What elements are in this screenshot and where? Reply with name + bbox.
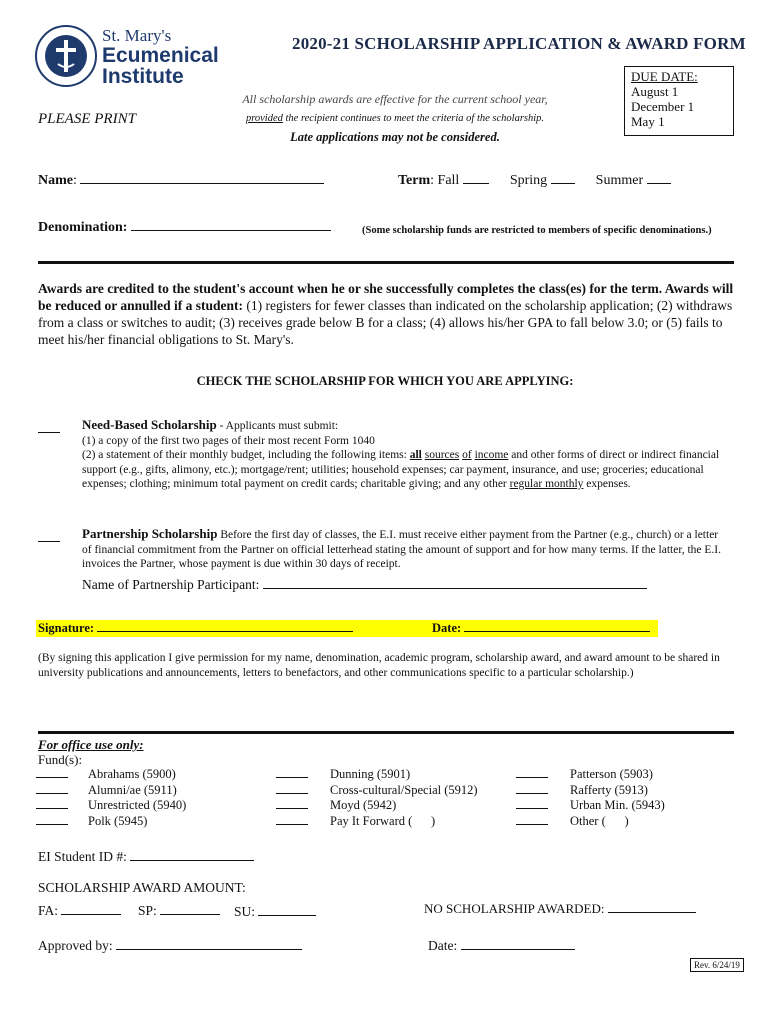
approved-by-field[interactable]: Approved by: bbox=[38, 938, 302, 954]
notice-line2: provided the recipient continues to meet the criteria of the scholarship. bbox=[245, 113, 545, 124]
no-award-field[interactable]: NO SCHOLARSHIP AWARDED: bbox=[424, 901, 696, 917]
funds-col1 bbox=[36, 766, 186, 828]
denomination-note: (Some scholarship funds are restricted to members of specific denominations.) bbox=[362, 225, 712, 236]
fund-checkbox[interactable]: Moyd (5942) bbox=[276, 797, 478, 813]
fund-checkbox[interactable]: Pay It Forward ( ) bbox=[276, 813, 478, 829]
office-heading: For office use only: bbox=[38, 737, 144, 752]
fund-checkbox[interactable]: Unrestricted (5940) bbox=[36, 797, 186, 813]
partnership-checkbox[interactable] bbox=[38, 541, 60, 542]
partnership-participant-field[interactable]: Name of Partnership Participant: bbox=[82, 577, 647, 593]
due-date-1: August 1 bbox=[631, 84, 679, 99]
su-field[interactable]: SU: bbox=[234, 904, 316, 920]
due-date-box bbox=[624, 66, 734, 136]
logo-line1: St. Mary's bbox=[102, 26, 172, 45]
awards-paragraph: Awards are credited to the student's account when he or she successfully completes the class(es) for the term. Awards will be reduced or annulled if a student: (1) registers for fewer classes than indicated on the scholarship application; (2) withdraws from a class or switches to audit; (3) receives grade below B for a class; (4) allows his/her GPA to fall below 3.0; or (5) fails to meet his/her financial obligations to St. Mary's. bbox=[38, 281, 734, 347]
seal-icon bbox=[34, 24, 98, 88]
due-date-2: December 1 bbox=[631, 99, 695, 114]
need-based-title: Need-Based Scholarship bbox=[82, 417, 217, 432]
fund-checkbox[interactable]: Urban Min. (5943) bbox=[516, 797, 665, 813]
funds-col2 bbox=[276, 766, 478, 828]
please-print: PLEASE PRINT bbox=[38, 111, 136, 127]
award-amount-label: SCHOLARSHIP AWARD AMOUNT: bbox=[38, 880, 246, 895]
fund-checkbox[interactable]: Dunning (5901) bbox=[276, 766, 478, 782]
term-fall[interactable]: Fall bbox=[438, 173, 489, 188]
funds-label: Fund(s): bbox=[38, 752, 83, 767]
notice-line3: Late applications may not be considered. bbox=[290, 130, 500, 144]
page-title: 2020-21 SCHOLARSHIP APPLICATION & AWARD FORM bbox=[292, 34, 746, 53]
fund-checkbox[interactable]: Polk (5945) bbox=[36, 813, 186, 829]
logo-line2: Ecumenical bbox=[102, 44, 219, 67]
due-date-3: May 1 bbox=[631, 114, 665, 129]
partnership-title: Partnership Scholarship bbox=[82, 526, 218, 541]
fund-checkbox[interactable]: Abrahams (5900) bbox=[36, 766, 186, 782]
fund-checkbox[interactable]: Patterson (5903) bbox=[516, 766, 665, 782]
logo bbox=[34, 22, 224, 92]
partnership-section: Partnership Scholarship Before the first day of classes, the E.I. must receive either payment from the Partner (e.g., church) or a letter of financial commitment from the Partner on official letterhead stating the amount of support and for how many terms. If the latter, the E.I. invoices the Partner, whose payment is due within 30 days of receipt. bbox=[82, 526, 721, 570]
need-based-item2: (2) a statement of their monthly budget, including the following items: all sources of income and other forms of direct or indirect financial support (e.g., gifts, alimony, etc.); mortgage/rent; utilities; household expenses; car payment, insurance, and use; groceries; educational expenses; clothing; minimum total payment on credit cards; charitable giving; and any other regular monthly expenses. bbox=[82, 449, 720, 490]
notice-line1: All scholarship awards are effective for the current school year, bbox=[242, 92, 548, 106]
divider bbox=[38, 731, 734, 734]
approval-date-field[interactable]: Date: bbox=[428, 938, 575, 954]
sp-field[interactable]: SP: bbox=[138, 903, 220, 919]
revision-label: Rev. 6/24/19 bbox=[690, 958, 744, 972]
fund-checkbox[interactable]: Rafferty (5913) bbox=[516, 782, 665, 798]
divider bbox=[38, 261, 734, 264]
check-heading: CHECK THE SCHOLARSHIP FOR WHICH YOU ARE APPLYING: bbox=[196, 374, 574, 388]
need-based-item1: (1) a copy of the first two pages of their most recent Form 1040 bbox=[82, 434, 375, 447]
fund-checkbox[interactable]: Other ( ) bbox=[516, 813, 665, 829]
term-summer[interactable]: Summer bbox=[596, 173, 671, 188]
denomination-field[interactable]: Denomination: bbox=[38, 219, 331, 236]
student-id-field[interactable]: EI Student ID #: bbox=[38, 849, 254, 865]
term-field: Term: Fall Spring Summer bbox=[398, 172, 671, 189]
fa-field[interactable]: FA: bbox=[38, 903, 121, 919]
consent-text: (By signing this application I give permission for my name, denomination, academic program, scholarship award, and award amount to be shared in university publications and announcements, letters to benefactors, and other communications specific to a particular scholarship.) bbox=[38, 652, 720, 679]
need-based-section: Need-Based Scholarship - Applicants must submit: (1) a copy of the first two pages of their most recent Form 1040 (2) a statement of their monthly budget, including the following items: all sources of income and other forms of direct or indirect financial support (e.g., gifts, alimony, etc.); mortgage/rent; utilities; household expenses; car payment, insurance, and use; groceries; educational expenses; clothing; minimum total payment on credit cards; charitable giving; and any other regular monthly expenses. bbox=[82, 418, 722, 492]
due-date-label: DUE DATE: bbox=[631, 69, 698, 84]
logo-line3: Institute bbox=[102, 65, 184, 88]
fund-checkbox[interactable]: Alumni/ae (5911) bbox=[36, 782, 186, 798]
signature-date-field[interactable]: Date: bbox=[432, 621, 650, 636]
signature-field[interactable]: Signature: bbox=[38, 621, 353, 636]
need-based-checkbox[interactable] bbox=[38, 432, 60, 433]
funds-col3 bbox=[516, 766, 665, 828]
term-spring[interactable]: Spring bbox=[510, 173, 575, 188]
name-field[interactable]: Name: bbox=[38, 172, 324, 189]
fund-checkbox[interactable]: Cross-cultural/Special (5912) bbox=[276, 782, 478, 798]
notice bbox=[200, 90, 590, 147]
